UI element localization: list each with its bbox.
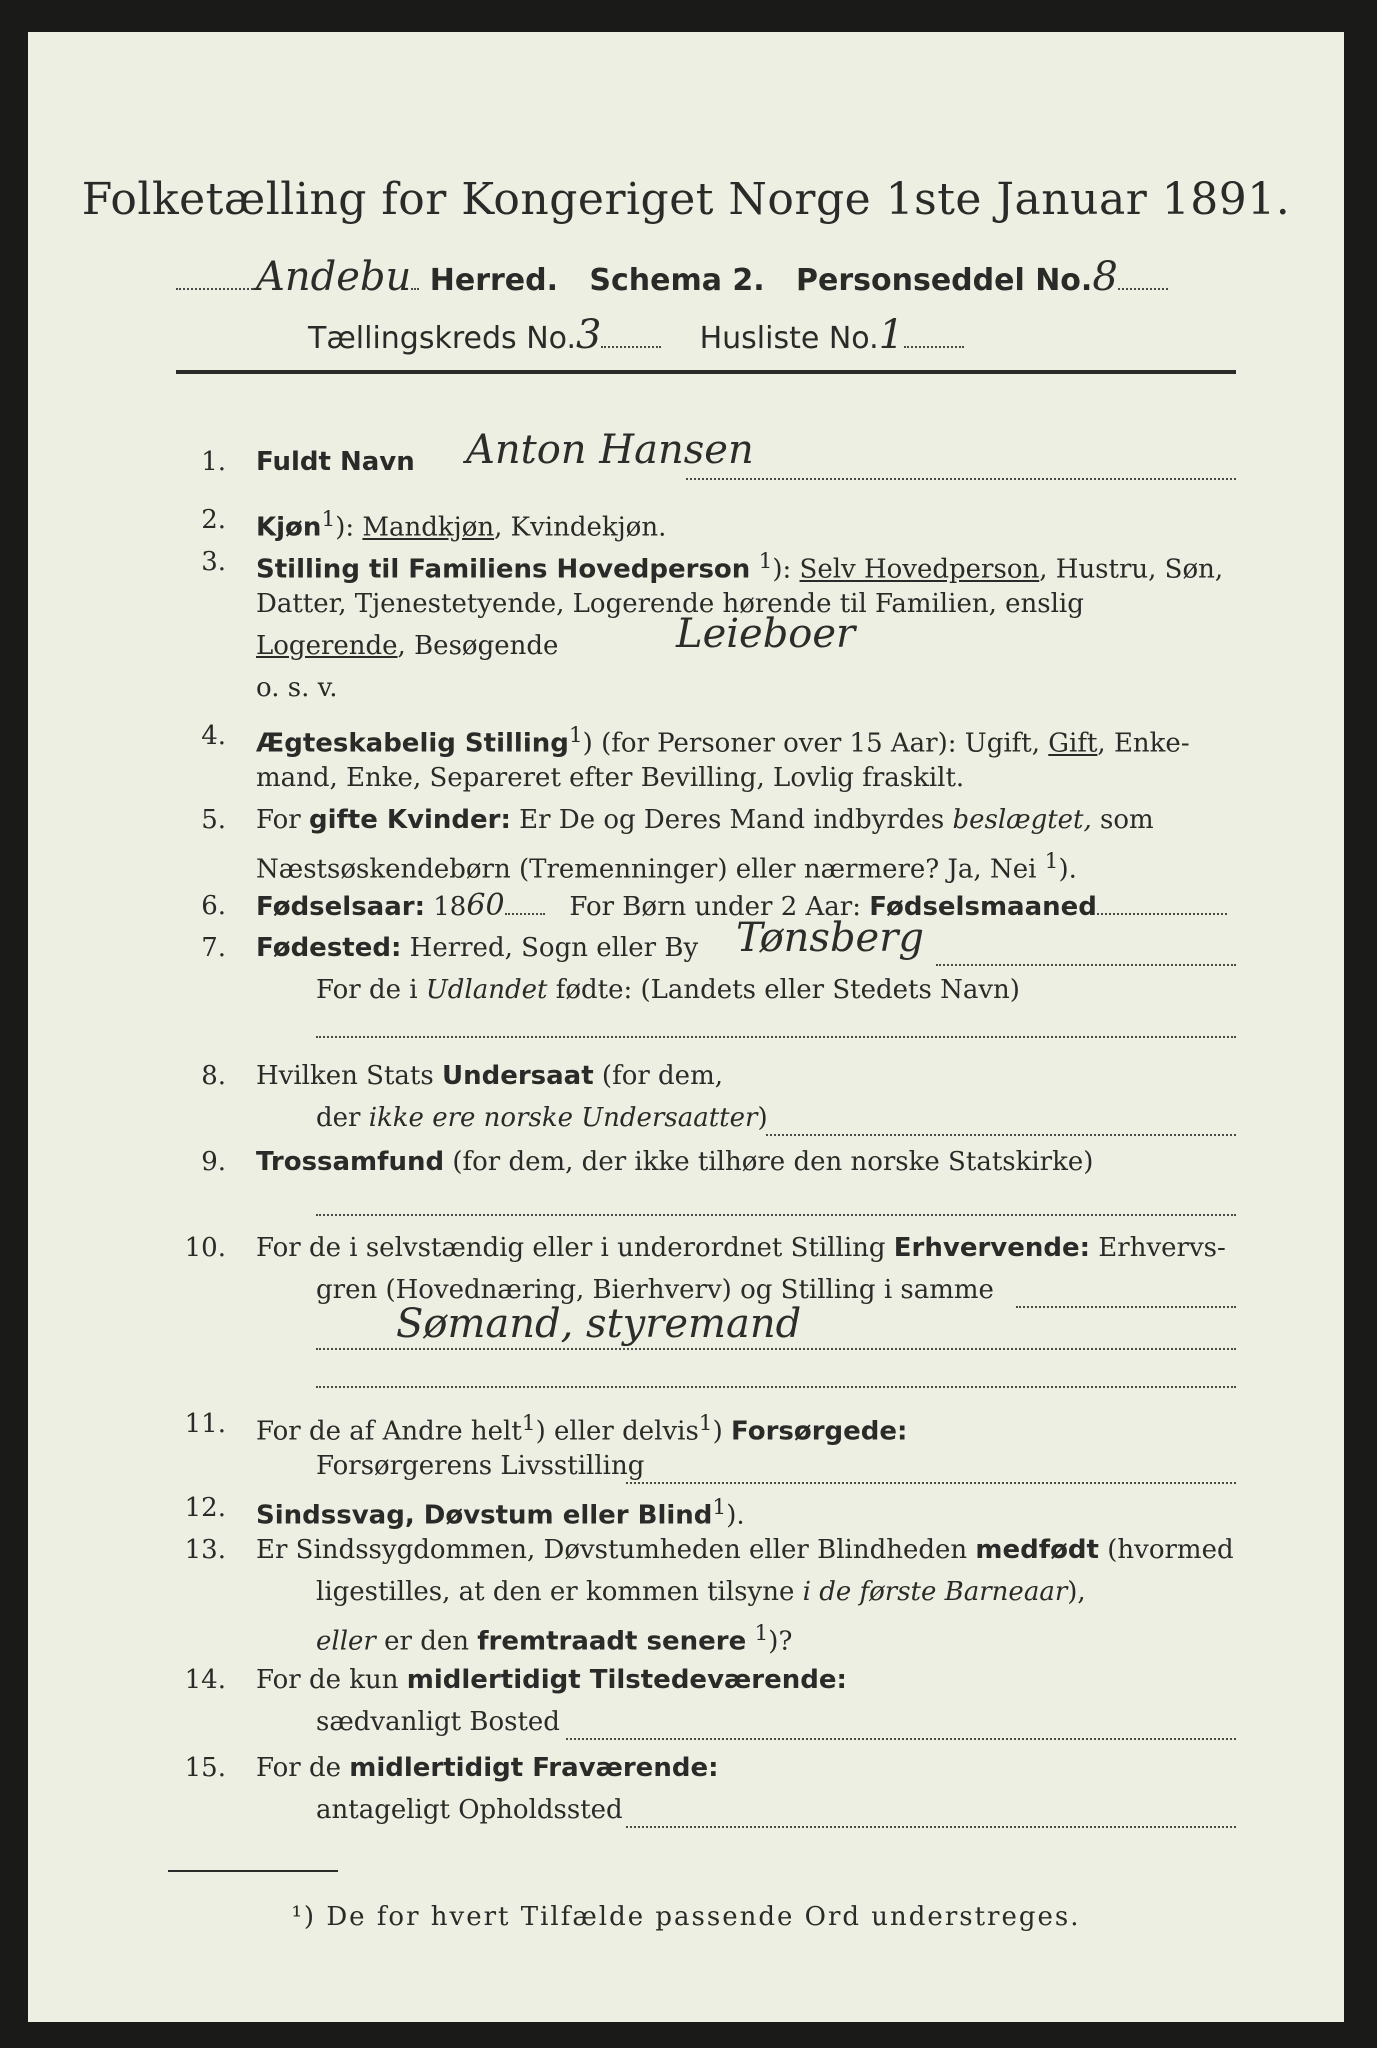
item-5: 5. For gifte Kvinder: Er De og Deres Mand indbyrdes beslægtet, som Næstsøskendebørn (Tremenninger) eller nærmere? Ja, Nei $^1$). bbox=[201, 805, 1154, 885]
item-11: 11. For de af Andre helt$^1$) eller delvis$^1$) Forsørgede: Forsørgerens Livsstilling bbox=[176, 1404, 1236, 1489]
census-form bbox=[28, 32, 1344, 2022]
item-4: 4. Ægteskabelig Stilling$^1$) (for Personer over 15 Aar): Ugift, Gift, Enke- mand, Enke, Separeret efter Bevilling, Lovlig fraskilt. bbox=[201, 721, 1190, 793]
birthplace-value: Tønsberg bbox=[736, 915, 924, 961]
herred-line bbox=[176, 254, 1236, 300]
item-15: 15. For de midlertidigt Fraværende: antageligt Opholdssted bbox=[176, 1748, 1236, 1833]
item-1: 1. Fuldt Navn Anton Hansen bbox=[176, 442, 1236, 492]
herred-label: Herred. bbox=[429, 263, 559, 298]
item-9: 9. Trossamfund (for dem, der ikke tilhøre den norske Statskirke) bbox=[176, 1142, 1236, 1227]
occupation-value: Sømand, styremand bbox=[396, 1301, 802, 1347]
item-12: 12. Sindssvag, Døvstum eller Blind$^1$). bbox=[184, 1493, 745, 1531]
item-10: 10. For de i selvstændig eller i underordnet Stilling Erhvervende: Erhvervs- gren (Hovednæring, Bierhverv) og Stilling i samme Sømand, styremand bbox=[176, 1228, 1236, 1378]
form-title: Folketælling for Kongeriget Norge 1ste Januar 1891. bbox=[81, 174, 1291, 225]
herred-value: Andebu bbox=[256, 254, 412, 300]
husliste-value: 1 bbox=[878, 312, 905, 358]
kreds-label: Tællingskreds No. bbox=[308, 321, 576, 356]
footnote: ¹) De for hvert Tilfælde passende Ord understreges. bbox=[291, 1902, 1081, 1932]
stilling-value: Leieboer bbox=[676, 611, 856, 657]
item-8: 8. Hvilken Stats Undersaat (for dem, der ikke ere norske Undersaatter) bbox=[176, 1056, 1236, 1141]
kreds-line bbox=[308, 312, 1108, 358]
kreds-value: 3 bbox=[576, 312, 602, 358]
name-value: Anton Hansen bbox=[466, 427, 754, 473]
header-rule bbox=[176, 370, 1236, 374]
item-1-label: Fuldt Navn bbox=[256, 447, 415, 477]
item-2: 2. Kjøn$^1$): Mandkjøn, Kvindekjøn. bbox=[201, 505, 667, 543]
item-6: 6. Fødselsaar: 1860 For Børn under 2 Aar: Fødselsmaaned bbox=[176, 886, 1236, 926]
husliste-label: Husliste No. bbox=[699, 321, 879, 356]
personseddel-label: Personseddel No. bbox=[796, 263, 1093, 298]
item-3: 3. Stilling til Familiens Hovedperson $^1$): Selv Hovedperson, Hustru, Søn, Datter, Tjenestetyende, Logerende hørende til Familien, enslig Logerende, Besøgende Leieboer o. s. v. bbox=[201, 547, 1224, 703]
schema-label: Schema 2. bbox=[589, 263, 765, 298]
item-14: 14. For de kun midlertidigt Tilstedeværende: sædvanligt Bosted bbox=[176, 1660, 1236, 1745]
item-13: 13. Er Sindssygdommen, Døvstumheden eller Blindheden medfødt (hvormed ligestilles, at den er kommen tilsyne i de første Barneaar), eller er den fremtraadt senere $^1$)? bbox=[184, 1535, 1234, 1657]
footnote-rule bbox=[168, 1870, 338, 1872]
item-7: 7. Fødested: Herred, Sogn eller By Tønsberg For de i Udlandet fødte: (Landets eller Stedets Navn) bbox=[176, 928, 1236, 1048]
birth-year-value: 60 bbox=[466, 888, 505, 923]
personseddel-value: 8 bbox=[1092, 254, 1118, 300]
